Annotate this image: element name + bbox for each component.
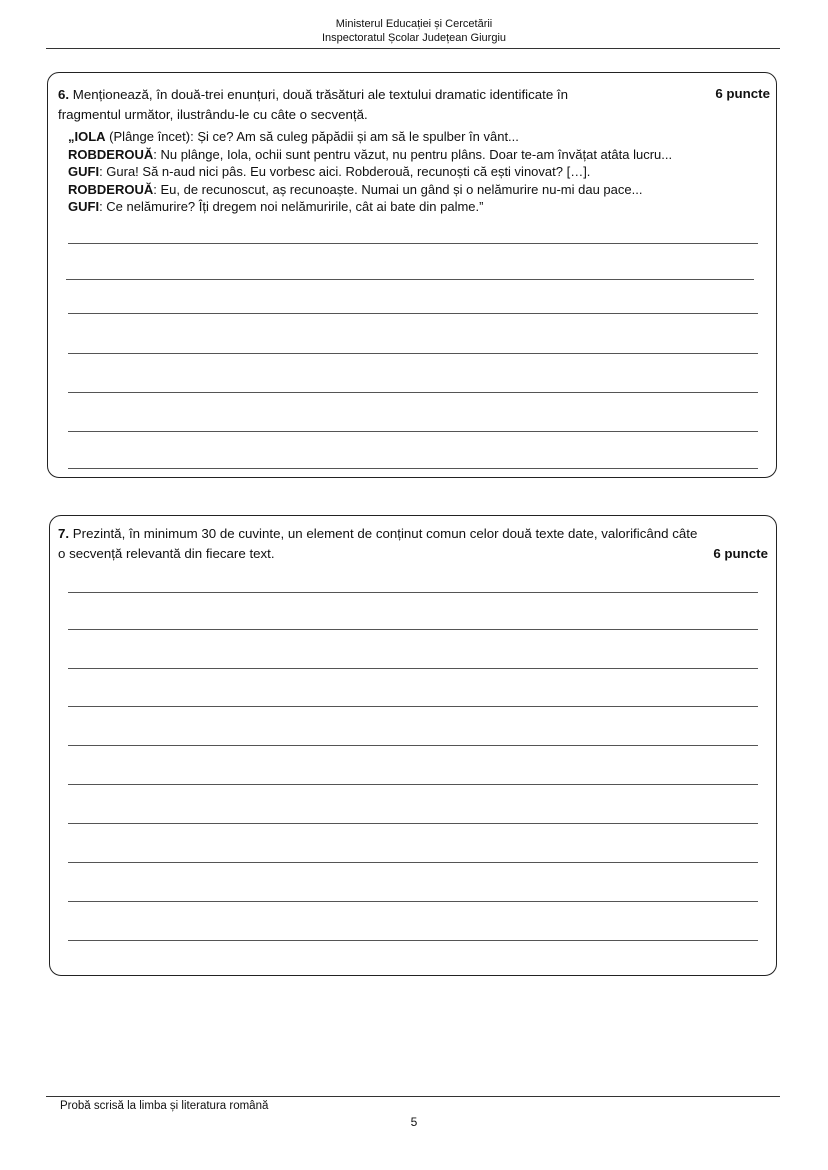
question-6-box [47, 72, 777, 478]
question-6-prompt [58, 85, 568, 125]
header-divider [46, 48, 780, 49]
answer-line[interactable] [68, 823, 758, 824]
answer-line[interactable] [68, 353, 758, 354]
answer-line[interactable] [68, 706, 758, 707]
fragment-line: ROBDEROUĂ: Nu plânge, Iola, ochii sunt pentru văzut, nu pentru plâns. Doar te-am învățat atâta lucru... [68, 146, 673, 162]
answer-line[interactable] [68, 431, 758, 432]
question-7-prompt [58, 524, 697, 564]
answer-line[interactable] [68, 862, 758, 863]
answer-line[interactable] [68, 745, 758, 746]
answer-line[interactable] [66, 279, 754, 280]
fragment-line: ROBDEROUĂ: Eu, de recunoscut, aș recunoaște. Numai un gând și o nelămurire nu-mi dau pace... [68, 181, 643, 197]
question-6-text-line2: fragmentul următor, ilustrându-le cu câte o secvență. [58, 107, 368, 122]
footer-divider [46, 1096, 780, 1097]
answer-line[interactable] [68, 668, 758, 669]
question-7-points: 6 puncte [713, 546, 768, 561]
question-7-number: 7. [58, 526, 70, 541]
question-7-box [49, 515, 777, 976]
answer-line[interactable] [68, 901, 758, 902]
answer-line[interactable] [68, 392, 758, 393]
answer-line[interactable] [68, 592, 758, 593]
answer-line[interactable] [68, 629, 758, 630]
header-ministry: Ministerul Educației și Cercetării [335, 18, 493, 30]
footer-subject: Probă scrisă la limba și literatura română [60, 1100, 269, 1112]
answer-line[interactable] [68, 940, 758, 941]
question-6-points: 6 puncte [715, 86, 770, 101]
answer-line[interactable] [68, 784, 758, 785]
question-6-text-line1: Menționează, în două-trei enunțuri, două trăsături ale textului dramatic identificate în [72, 87, 569, 102]
answer-line[interactable] [68, 313, 758, 314]
answer-line[interactable] [68, 243, 758, 244]
fragment-line: GUFI: Gura! Să n-aud nici pâs. Eu vorbesc aici. Robderouă, recunoști că ești vinovat? […]. [68, 164, 591, 179]
question-6-number: 6. [58, 87, 70, 102]
dramatic-fragment [68, 128, 672, 216]
header-inspectorate: Inspectoratul Școlar Județean Giurgiu [321, 32, 507, 44]
fragment-line: GUFI: Ce nelămurire? Îți dregem noi nelămuririle, cât ai bate din palme.” [68, 199, 484, 214]
page-number: 5 [410, 1115, 418, 1129]
question-7-text-line1: Prezintă, în minimum 30 de cuvinte, un element de conținut comun celor două texte date, valorificând câte [72, 526, 698, 541]
answer-line[interactable] [68, 468, 758, 469]
question-7-text-line2: o secvență relevantă din fiecare text. [58, 546, 275, 561]
fragment-line: „IOLA (Plânge încet): Și ce? Am să culeg păpădii și am să le spulber în vânt... [68, 129, 519, 144]
